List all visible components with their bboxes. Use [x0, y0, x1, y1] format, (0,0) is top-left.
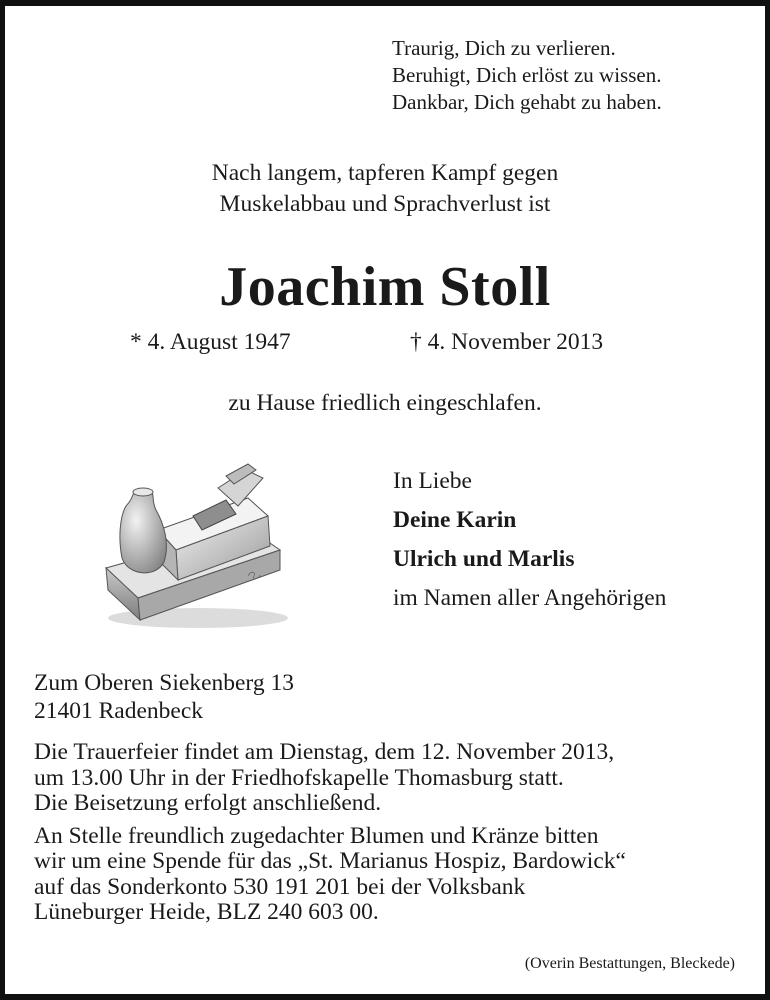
address-city: 21401 Radenbeck: [34, 698, 204, 724]
donation-line: wir um eine Spende für das „St. Marianus Hospiz, Bardowick“: [34, 848, 626, 874]
signature-name: Ulrich und Marlis: [393, 546, 575, 572]
donation-line: An Stelle freundlich zugedachter Blumen und Kränze bitten: [34, 822, 599, 849]
funeral-home-credit: (Overin Bestattungen, Bleckede): [524, 955, 735, 972]
address: [34, 669, 294, 725]
signature-block: [393, 466, 666, 622]
birth-date: * 4. August 1947: [130, 329, 291, 355]
intro-line: Muskelabbau und Sprachverlust ist: [219, 191, 551, 217]
passing-statement: zu Hause friedlich eingeschlafen.: [228, 390, 542, 416]
poem-line: Dankbar, Dich gehabt zu haben.: [392, 90, 662, 114]
intro-text: [0, 158, 770, 220]
wood-plane-drawing: [98, 458, 298, 633]
donation-line: Lüneburger Heide, BLZ 240 603 00.: [34, 899, 379, 925]
service-line: Die Beisetzung erfolgt anschließend.: [34, 790, 382, 816]
deceased-name: Joachim Stoll: [219, 256, 551, 318]
signature-name: Deine Karin: [393, 507, 517, 533]
intro-line: Nach langem, tapferen Kampf gegen: [211, 160, 559, 186]
address-street: Zum Oberen Siekenberg 13: [34, 670, 294, 696]
death-date: † 4. November 2013: [410, 329, 604, 355]
service-line: Die Trauerfeier findet am Dienstag, dem 12. November 2013,: [34, 739, 615, 765]
poem-line: Beruhigt, Dich erlöst zu wissen.: [392, 63, 662, 87]
poem-line: Traurig, Dich zu verlieren.: [392, 36, 616, 60]
poem: [392, 35, 662, 116]
service-line: um 13.00 Uhr in der Friedhofskapelle Thomasburg statt.: [34, 764, 564, 791]
signature-intro: In Liebe: [393, 468, 472, 494]
service-information: [34, 740, 626, 926]
donation-line: auf das Sonderkonto 530 191 201 bei der Volksbank: [34, 873, 526, 900]
signature-relatives: im Namen aller Angehörigen: [393, 585, 667, 611]
